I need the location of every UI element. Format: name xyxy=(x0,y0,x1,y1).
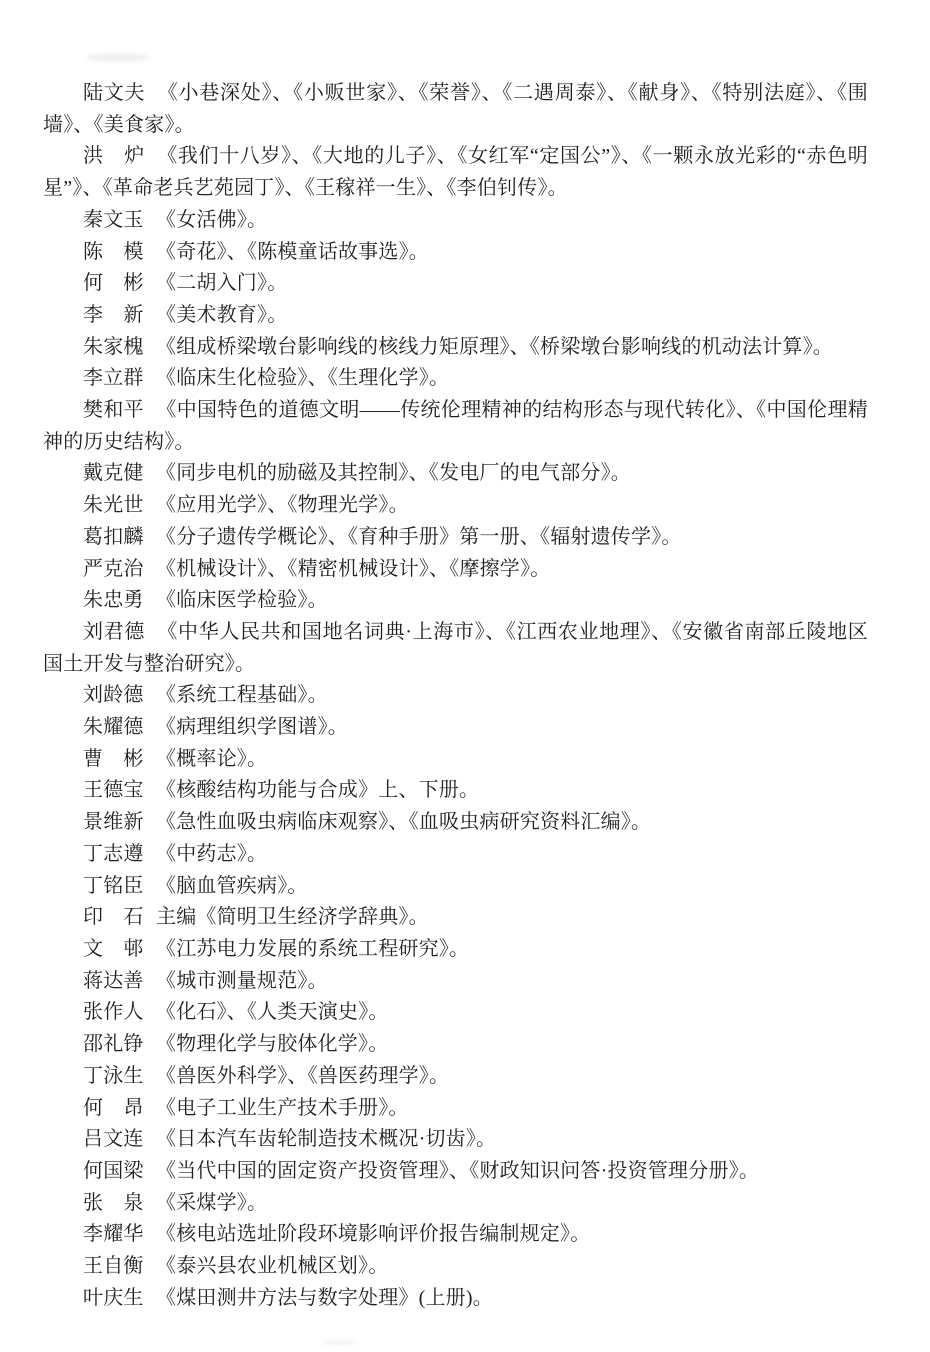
works-list: 《二胡入门》。 xyxy=(156,272,288,295)
bibliography-entry xyxy=(43,522,868,554)
works-list: 《临床医学检验》。 xyxy=(156,589,328,612)
bibliography-entry xyxy=(43,1156,868,1188)
works-list: 《当代中国的固定资产投资管理》、《财政知识问答·投资管理分册》。 xyxy=(156,1159,760,1182)
author-name: 张作人 xyxy=(83,1001,144,1024)
works-list: 《物理化学与胶体化学》。 xyxy=(156,1033,389,1056)
bibliography-entry xyxy=(43,1124,868,1156)
author-name: 邵礼铮 xyxy=(83,1033,144,1056)
author-name: 丁铭臣 xyxy=(83,874,144,897)
author-name: 何 彬 xyxy=(83,272,144,295)
works-list: 《组成桥梁墩台影响线的核线力矩原理》、《桥梁墩台影响线的机动法计算》。 xyxy=(156,335,833,358)
bibliography-entry xyxy=(43,1188,868,1220)
author-name: 葛扣麟 xyxy=(83,525,144,548)
author-name: 刘龄德 xyxy=(83,684,144,707)
author-name: 丁志遵 xyxy=(83,842,144,865)
author-name: 李 新 xyxy=(83,303,144,326)
author-name: 景维新 xyxy=(83,811,144,834)
works-list: 《机械设计》、《精密机械设计》、《摩擦学》。 xyxy=(156,557,551,580)
bibliography-entry xyxy=(43,332,868,364)
bibliography-entry xyxy=(43,237,868,269)
author-name: 丁泳生 xyxy=(83,1064,144,1087)
author-name: 秦文玉 xyxy=(83,208,144,231)
author-name: 蒋达善 xyxy=(83,969,144,992)
author-name: 何 昂 xyxy=(83,1096,144,1119)
works-list: 《急性血吸虫病临床观察》、《血吸虫病研究资料汇编》。 xyxy=(156,811,652,834)
bibliography-entry xyxy=(43,966,868,998)
bibliography-entry xyxy=(43,712,868,744)
author-name: 朱忠勇 xyxy=(83,589,144,612)
bibliography-entry-list xyxy=(43,78,868,1314)
works-list: 《小巷深处》、《小贩世家》、《荣誉》、《二遇周泰》、《献身》、《特别法庭》、《围墙》、《美食家》。 xyxy=(43,82,869,136)
bibliography-entry xyxy=(43,1061,868,1093)
author-name: 文 邨 xyxy=(83,937,144,960)
bibliography-entry xyxy=(43,807,868,839)
works-list: 《脑血管疾病》。 xyxy=(156,874,308,897)
bibliography-entry xyxy=(43,902,868,934)
bibliography-entry xyxy=(43,458,868,490)
bibliography-entry xyxy=(43,744,868,776)
bibliography-entry xyxy=(43,680,868,712)
bibliography-entry xyxy=(43,1029,868,1061)
author-name: 严克治 xyxy=(83,557,144,580)
works-list: 《核电站选址阶段环境影响评价报告编制规定》。 xyxy=(156,1223,591,1246)
bibliography-entry xyxy=(43,395,868,458)
works-list: 《系统工程基础》。 xyxy=(156,684,328,707)
bibliography-entry xyxy=(43,839,868,871)
author-name: 叶庆生 xyxy=(83,1286,144,1309)
author-name: 朱家槐 xyxy=(83,335,144,358)
author-name: 朱光世 xyxy=(83,494,144,517)
works-list: 《中药志》。 xyxy=(156,842,268,865)
works-list: 《采煤学》。 xyxy=(156,1191,268,1214)
bibliography-entry xyxy=(43,1219,868,1251)
bibliography-entry xyxy=(43,1251,868,1283)
bibliography-entry xyxy=(43,617,868,680)
works-list: 《病理组织学图谱》。 xyxy=(156,716,348,739)
bibliography-entry xyxy=(43,585,868,617)
works-list: 《奇花》、《陈模童话故事选》。 xyxy=(156,240,429,263)
bibliography-entry xyxy=(43,1093,868,1125)
author-name: 陆文夫 xyxy=(83,82,146,104)
works-list: 《女活佛》。 xyxy=(156,208,268,231)
author-name: 戴克健 xyxy=(83,462,144,485)
works-list: 《兽医外科学》、《兽医药理学》。 xyxy=(156,1064,450,1087)
works-list: 《煤田测井方法与数字处理》(上册)。 xyxy=(156,1286,493,1309)
works-list: 《分子遗传学概论》、《育种手册》第一册、《辐射遗传学》。 xyxy=(156,525,682,548)
works-list: 《核酸结构功能与合成》上、下册。 xyxy=(156,779,480,802)
works-list: 《应用光学》、《物理光学》。 xyxy=(156,494,409,517)
author-name: 吕文连 xyxy=(83,1128,144,1151)
works-list: 《中国特色的道德文明——传统伦理精神的结构形态与现代转化》、《中国伦理精神的历史结构》。 xyxy=(43,399,868,453)
author-name: 王自衡 xyxy=(83,1255,144,1278)
works-list: 主编《简明卫生经济学辞典》。 xyxy=(156,906,429,929)
author-name: 陈 模 xyxy=(83,240,144,263)
works-list: 《日本汽车齿轮制造技术概况·切齿》。 xyxy=(156,1128,497,1151)
works-list: 《概率论》。 xyxy=(156,747,268,770)
bibliography-entry xyxy=(43,205,868,237)
bibliography-entry xyxy=(43,268,868,300)
author-name: 刘君德 xyxy=(83,620,145,643)
author-name: 李耀华 xyxy=(83,1223,144,1246)
bibliography-entry xyxy=(43,1283,868,1315)
bibliography-entry xyxy=(43,78,868,141)
works-list: 《同步电机的励磁及其控制》、《发电厂的电气部分》。 xyxy=(156,462,631,485)
bibliography-entry xyxy=(43,141,868,204)
bibliography-entry xyxy=(43,363,868,395)
works-list: 《江苏电力发展的系统工程研究》。 xyxy=(156,937,470,960)
works-list: 《城市测量规范》。 xyxy=(156,969,328,992)
author-name: 洪 炉 xyxy=(83,145,145,168)
works-list: 《化石》、《人类天演史》。 xyxy=(156,1001,389,1024)
author-name: 朱耀德 xyxy=(83,716,144,739)
bibliography-entry xyxy=(43,871,868,903)
works-list: 《临床生化检验》、《生理化学》。 xyxy=(156,367,450,390)
author-name: 王德宝 xyxy=(83,779,144,802)
works-list: 《电子工业生产技术手册》。 xyxy=(156,1096,409,1119)
works-list: 《美术教育》。 xyxy=(156,303,288,326)
bibliography-entry xyxy=(43,554,868,586)
bibliography-entry xyxy=(43,775,868,807)
bibliography-entry xyxy=(43,934,868,966)
bibliography-entry xyxy=(43,997,868,1029)
works-list: 《我们十八岁》、《大地的儿子》、《女红军“定国公”》、《一颗永放光彩的“赤色明星”》、《革命老兵艺苑园丁》、《王稼祥一生》、《李伯钊传》。 xyxy=(43,145,868,200)
author-name: 曹 彬 xyxy=(83,747,144,770)
works-list: 《中华人民共和国地名词典·上海市》、《江西农业地理》、《安徽省南部丘陵地区国土开发与整治研究》。 xyxy=(43,620,868,675)
author-name: 印 石 xyxy=(83,906,144,929)
bibliography-entry xyxy=(43,490,868,522)
works-list: 《泰兴县农业机械区划》。 xyxy=(156,1255,389,1278)
bibliography-entry xyxy=(43,300,868,332)
author-name: 樊和平 xyxy=(83,399,144,422)
author-name: 张 泉 xyxy=(83,1191,144,1214)
author-name: 李立群 xyxy=(83,367,144,390)
author-name: 何国梁 xyxy=(83,1159,144,1182)
